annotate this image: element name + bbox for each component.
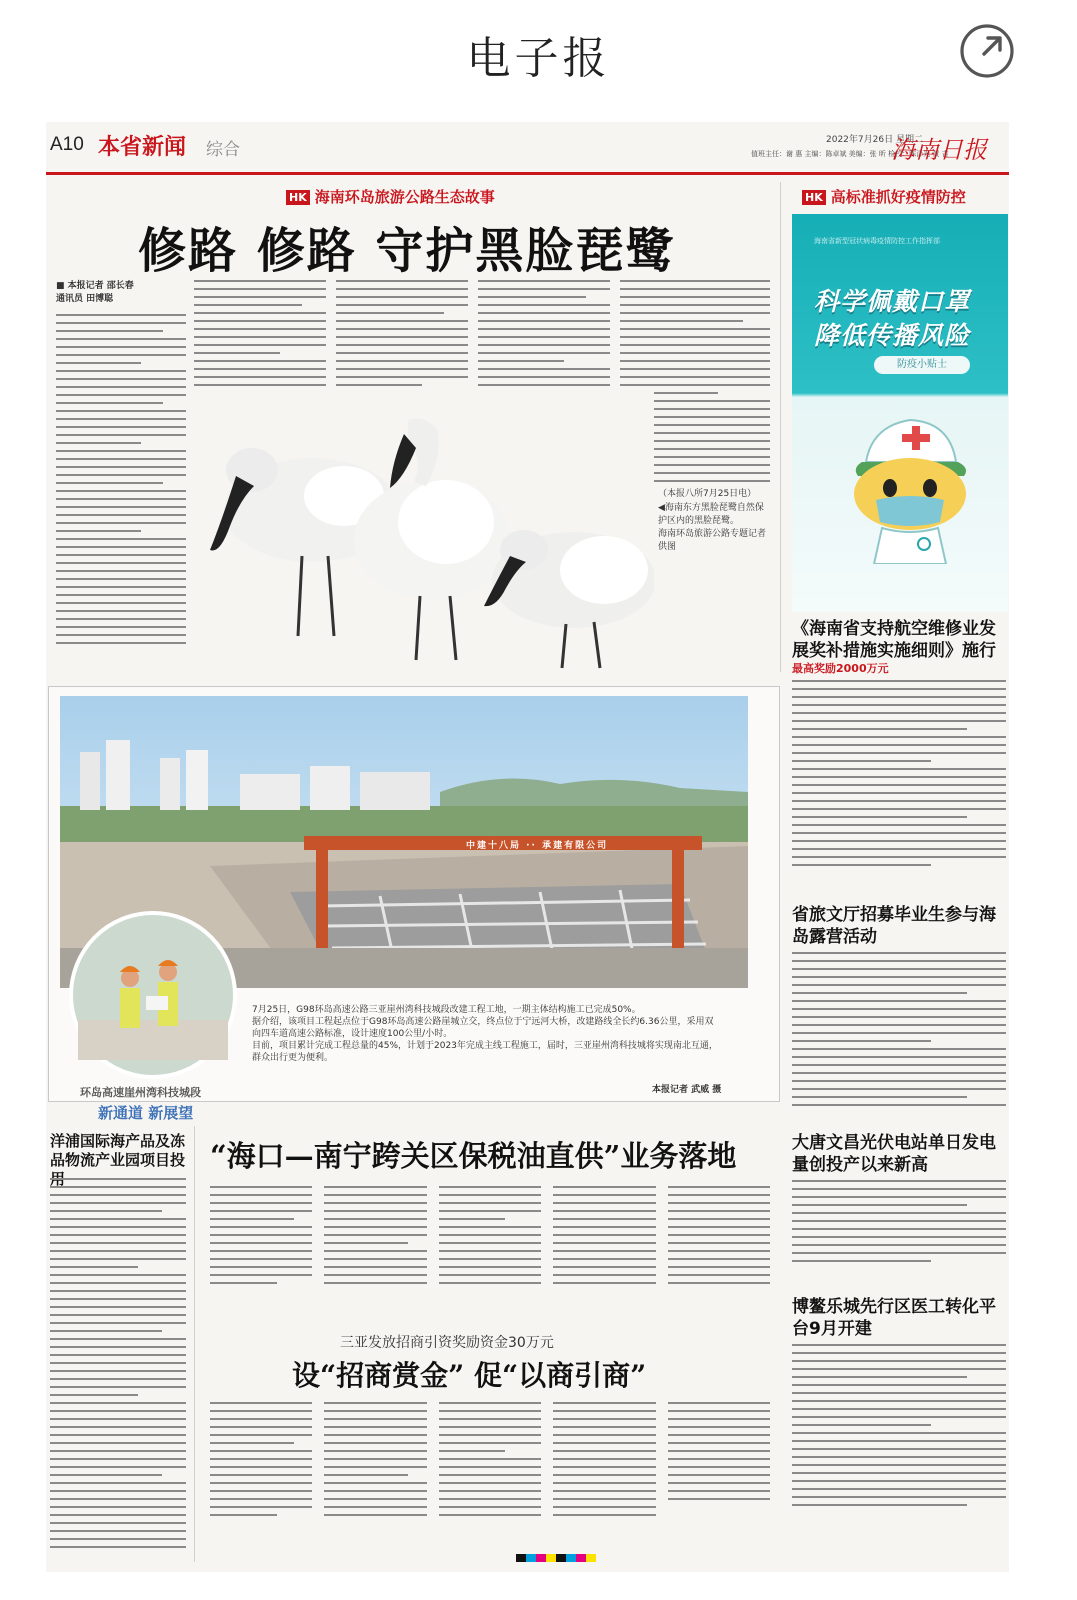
side-story2-text [792, 952, 1006, 1116]
sidebar-kicker-text: 高标准抓好疫情防控 [830, 188, 966, 206]
newspaper-page[interactable] [46, 122, 1009, 1572]
poster-tip-button[interactable]: 防疫小贴士 [874, 356, 970, 374]
mask-poster[interactable] [792, 214, 1008, 612]
bottom-main-headline[interactable]: “海口—南宁跨关区保税油直供”业务落地 [210, 1139, 737, 1173]
newspaper-logo: 海南日报 [891, 136, 987, 164]
section-subtitle: 综合 [206, 140, 240, 160]
side-story1-sub: 最高奖励2000万元 [792, 662, 889, 675]
feature-photo-label: 环岛高速崖州湾科技城段 [80, 1086, 201, 1099]
spoonbill-photo [194, 390, 654, 672]
lead-text-col3 [336, 280, 468, 400]
sidebar-kicker [802, 186, 966, 207]
app-top-bar [0, 0, 1077, 112]
editor-credits: 值班主任：谢 惠 主编：陈卓斌 美编：张 昕 检校：陈泽光 黄 吉 [751, 150, 949, 158]
side-story3-headline[interactable]: 大唐文昌光伏电站单日发电量创投产以来新高 [792, 1133, 996, 1175]
side-story4-headline[interactable]: 博鳌乐城先行区医工转化平台9月开建 [792, 1297, 996, 1339]
lead-byline: ■ 本报记者 邵长春 通讯员 田博聪 [56, 281, 134, 304]
poster-small-text: 海南省新型冠状病毒疫情防控工作指挥部 [814, 237, 940, 245]
lead-author-tag: （本报八所7月25日电） [658, 489, 757, 499]
side-story1-text [792, 680, 1006, 880]
lead-kicker-text: 海南环岛旅游公路生态故事 [314, 188, 495, 206]
side-story3-text [792, 1180, 1006, 1280]
bottom-left-headline[interactable]: 洋浦国际海产品及冻品物流产业园项目投用 [50, 1132, 186, 1188]
bottom-second-subhead: 三亚发放招商引资奖励资金30万元 [340, 1335, 554, 1351]
bottom-second-text [210, 1402, 770, 1552]
side-story2-headline[interactable]: 省旅文厅招募毕业生参与海岛露营活动 [792, 905, 996, 947]
print-color-marks [516, 1554, 596, 1562]
lead-kicker [286, 186, 495, 207]
share-icon[interactable] [958, 22, 1016, 80]
side-story1-headline[interactable]: 《海南省支持航空维修业发展奖补措施实施细则》施行 [792, 619, 996, 661]
issue-date: 2022年7月26日 星期二 [826, 135, 923, 145]
hk-logo-icon: HK [802, 190, 826, 205]
bottom-divider [194, 1126, 195, 1562]
feature-photo-credit: 本报记者 武威 摄 [652, 1085, 722, 1095]
bottom-second-headline[interactable]: 设“招商赏金” 促“以商引商” [292, 1359, 647, 1392]
section-title: 本省新闻 [98, 135, 187, 160]
feature-photo-slogan: 新通道 新展望 [98, 1104, 194, 1122]
bottom-left-text [50, 1178, 186, 1558]
lead-photo-caption: ◀海南东方黑脸琵鹭自然保护区内的黑脸琵鹭。 海南环岛旅游公路专题记者供图 [658, 503, 767, 552]
page-number: A10 [50, 134, 84, 155]
mascot-illustration [832, 404, 982, 564]
app-title: 电子报 [466, 33, 611, 84]
lead-text-col1 [56, 314, 186, 654]
poster-title-line1: 科学佩戴口罩 [814, 287, 971, 316]
hk-logo-icon: HK [286, 190, 310, 205]
bottom-main-text [210, 1186, 770, 1316]
inset-workers-photo [68, 910, 238, 1080]
poster-title-line2: 降低传播风险 [814, 321, 971, 350]
lead-headline: 修路 修路 守护黑脸琵鹭 [138, 223, 676, 279]
feature-photo-caption: 7月25日，G98环岛高速公路三亚崖州湾科技城段改建工程工地，一期主体结构施工已完成50%。 据介绍，该项目工程起点位于G98环岛高速公路崖城立交，终点位于宁远河大桥，改建路线全长约6.36公里，采用双向四车道高速公路标准，设计速度100公里/小时。 目前，项目累计完成工程总量的45%，计划于2023年完成主线工程施工，届时，三亚崖州湾科技城将实现南北互通，群众出行更为便利。 [252, 1005, 718, 1063]
masthead [46, 122, 1009, 175]
gantry-sign: 中建十八局 ·· 承建有限公司 [466, 841, 609, 851]
side-story4-text [792, 1344, 1006, 1524]
column-divider [780, 182, 781, 672]
